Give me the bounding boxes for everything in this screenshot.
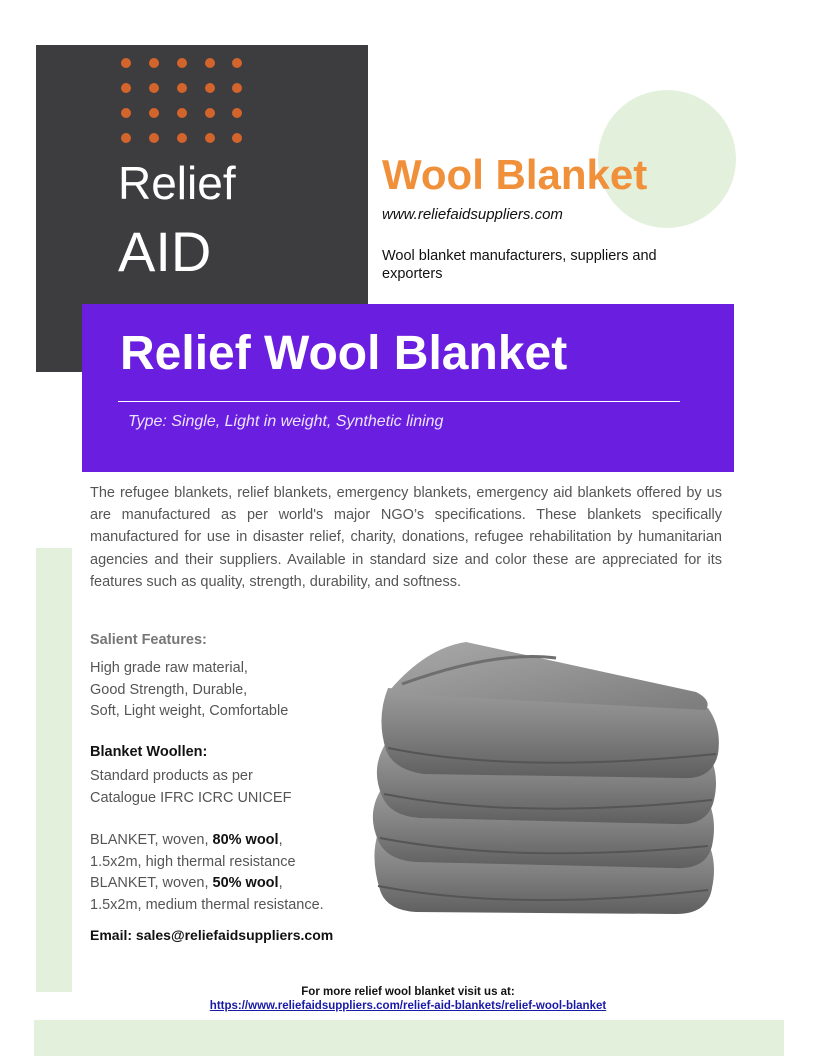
spec-line-3: BLANKET, woven, 50% wool, (90, 875, 283, 891)
logo-text-relief: Relief (118, 157, 236, 209)
intro-paragraph: The refugee blankets, relief blankets, emergency blankets, emergency aid blankets offered by us are manufactured as per world's major NGO’s specifications. These blankets specifically manufactured for use in disaster relief, charity, donations, refugee rehabilitation by humanitarian agencies and their suppliers. Available in standard size and color these are appreciated for its features such as quality, strength, durability, and softness. (90, 485, 722, 590)
decorative-bottom-band (34, 1020, 784, 1056)
feature-item: Soft, Light weight, Comfortable (90, 703, 289, 719)
features-heading: Salient Features: (90, 632, 207, 648)
spec-line-2: 1.5x2m, high thermal resistance (90, 853, 296, 870)
contact-email: Email: sales@reliefaidsuppliers.com (90, 927, 334, 943)
folded-blankets-image (356, 628, 722, 918)
woollen-line: Standard products as per (90, 768, 253, 784)
website-url: www.reliefaidsuppliers.com (382, 206, 563, 223)
spec-line-4: 1.5x2m, medium thermal resistance. (90, 896, 324, 913)
spec-line-1: BLANKET, woven, 80% wool, (90, 832, 283, 848)
woollen-list (90, 766, 291, 809)
features-list (90, 658, 350, 723)
page-title: Wool Blanket (382, 151, 648, 198)
footer-link[interactable]: https://www.reliefaidsuppliers.com/relief-aid-blankets/relief-wool-blanket (209, 1000, 607, 1012)
banner-type-text: Type: Single, Light in weight, Synthetic lining (128, 413, 444, 430)
dot-grid-icon (120, 57, 246, 147)
banner-divider (118, 401, 680, 402)
decorative-side-strip (36, 548, 72, 992)
footer-text: For more relief wool blanket visit us at: (301, 986, 515, 998)
banner-title: Relief Wool Blanket (120, 327, 568, 380)
logo-text-aid: AID (118, 220, 212, 283)
feature-item: High grade raw material, (90, 660, 248, 676)
woollen-line: Catalogue IFRC ICRC UNICEF (90, 789, 292, 806)
feature-item: Good Strength, Durable, (90, 681, 248, 698)
specifications (90, 830, 324, 916)
woollen-heading: Blanket Woollen: (90, 744, 208, 760)
header-description: Wool blanket manufacturers, suppliers and exporters (382, 248, 657, 282)
